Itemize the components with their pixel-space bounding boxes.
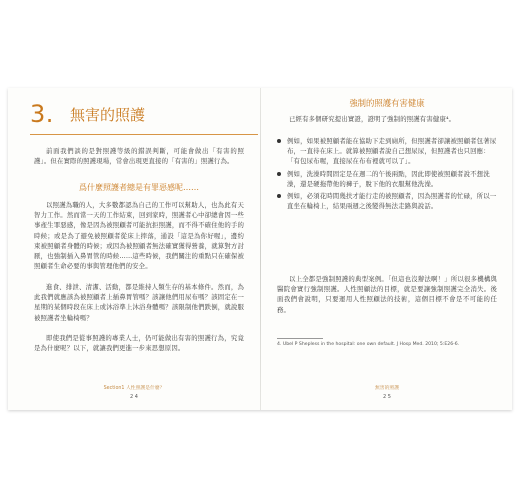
bullet-dot: [277, 172, 281, 176]
list-item: [277, 136, 497, 167]
book-spread: [8, 88, 512, 410]
list-item-text: 例如，如果被照顧者能在協助下走到廁所，但照護者卻讓被照顧者包著尿布，一直待在床上。就算被照顧者說自己想尿尿，但照護者也只回應：「有包尿布喔，直接尿在布布裡就可以了」。: [287, 137, 497, 166]
page-number-right: 2 5: [383, 394, 391, 400]
right-heading: 強制的照護有害健康: [349, 98, 425, 108]
body-paragraph-3: 即使我們是從事照護的專業人士，仍可能做出有害的照護行為，究竟是為什麼呢？以下，就讓我們更進一步來思想原因。: [34, 334, 244, 353]
body-paragraph-2: 進食、排泄、清潔、活動，都是維持人類生存的基本條件。然而，為此我們就應該為被照顧者上插鼻胃管嗎？該讓他們用尿布嗎？該固定在一星期的某個時段在床上或沐浴準上沐浴身體嗎？該限制他們跌倒，就說服被照護者坐輪椅嗎？: [34, 283, 244, 322]
running-head-left: Section1 人性照護是什麼？: [103, 386, 165, 391]
bullet-dot: [277, 139, 281, 143]
chapter-number: 3.: [30, 100, 54, 128]
summary-paragraph: 以上全都是強制照護的典型案例。「但這也沒辦法啊！」所以很多機構與醫院會實行強制照護。人性照顧法的目標，就是要讓強制照護完全消失。後面我們會說明，只要運用人性照顧法的技術，這個目標不會是不可能的任務。: [277, 275, 497, 314]
chapter-rule: [30, 134, 258, 135]
chapter-title: 無害的照護: [70, 106, 146, 124]
chapter-heading: [30, 100, 258, 128]
intro-paragraph: 前面我們談的是對照護等級的錯誤判斷，可能會做出「有害的照護」。但在實際的照護現場，常會出現更直接的「有害的」照護行為。: [34, 147, 244, 166]
body-paragraph-1: 以照護為職的人，大多數都認為自己的工作可以幫助人，也為此有天智力工作。然而當一天的工作結束，回到家時，照護者心中卻總會因一些事產生罪惡感，像是因為被照顧者可能抗拒照護，而不得不確住他的手的時候；或是為了避免被照顧者從床上摔落，通設「這是為你好喔」，邊約束被照顧者身體的時候；或因為被照顧者無法確實獲得營養，就算對方討厭，也強制插入鼻胃管的時候……這些時候，我們關注的重點只在確保被照顧者生命必要的事與管理他們的安全。: [34, 201, 244, 271]
section-subheading: 爲什麼照護者總是有罪惡感呢……: [79, 183, 199, 192]
bullet-dot: [277, 194, 281, 198]
example-list: [277, 136, 497, 213]
footnote-rule: [277, 338, 323, 339]
right-intro: 已經有多個研究提出實證，證明了強制的照護有害健康⁴。: [289, 115, 456, 123]
list-item: [277, 191, 497, 211]
right-page: [261, 88, 513, 410]
list-item-text: 例如，必須花時間幾扶才能行走的被照顧者，因為照護者的忙碌，所以一直坐在輪椅上，結果兩週之後變得無法走路與說話。: [287, 192, 497, 211]
list-item: [277, 169, 497, 189]
left-page: [8, 88, 260, 410]
running-head-right: 無害的照護: [375, 386, 399, 391]
footnote: 4. Ubel P Shepless in the hospital: one own default. J Hosp Med. 2010; 5:E26-6.: [277, 342, 460, 347]
list-item-text: 例如，洗澡時間固定是在週二的午後兩點，因此即使被照顧者說不想洗澡，還是硬拖帶他的褲子，脫下他的衣服幫他洗澡。: [287, 169, 490, 188]
page-number-left: 2 4: [130, 394, 138, 400]
